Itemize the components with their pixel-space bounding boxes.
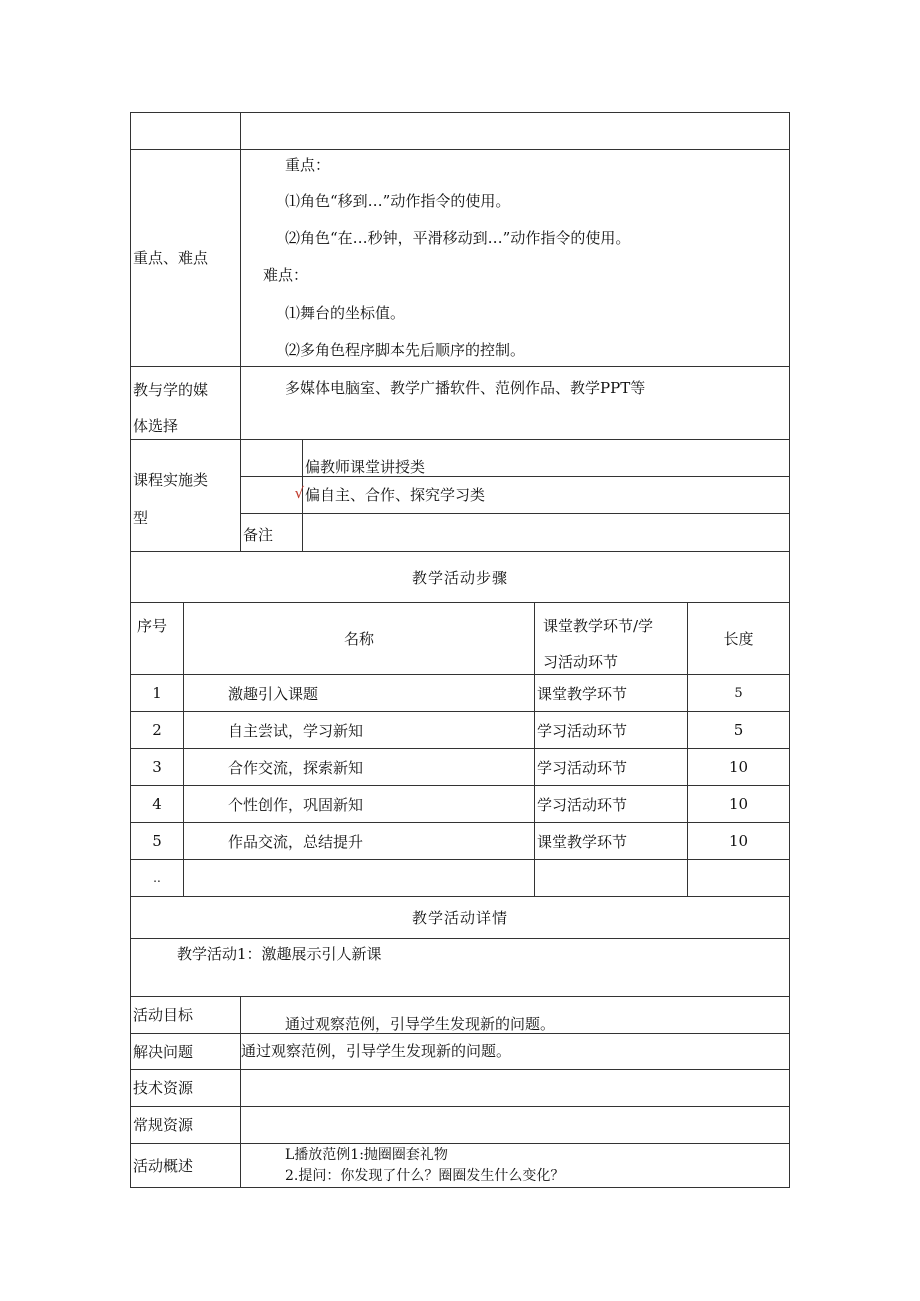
table-row <box>130 860 790 897</box>
row-length <box>688 860 789 896</box>
media-label <box>131 367 241 439</box>
overview-label: 活动概述 <box>131 1144 241 1187</box>
row-length: 10 <box>728 795 749 813</box>
course-type-option <box>241 440 789 477</box>
key-points-content <box>241 150 789 366</box>
row-name-cell <box>184 786 535 822</box>
problem-content <box>241 1034 789 1069</box>
row-index: 5 <box>131 823 184 859</box>
key-points-line: ⑴角色“移到…”动作指令的使用。 <box>285 192 511 210</box>
remark-value <box>303 514 789 551</box>
tech-label: 技术资源 <box>131 1070 241 1106</box>
table-row <box>130 675 790 712</box>
key-points-line: 重点： <box>285 156 331 174</box>
row-length: 5 <box>733 721 744 739</box>
option-mark-cell <box>241 477 303 513</box>
header-phase-line: 课堂教学环节/学 <box>543 617 654 635</box>
goal-content <box>241 997 789 1033</box>
check-mark-icon: √ <box>294 484 304 502</box>
overview-line: 2.提问：你发现了什么？圈圈发生什么变化？ <box>285 1168 565 1184</box>
media-text: 多媒体电脑室、教学广播软件、范例作品、教学PPT等 <box>285 379 646 397</box>
activity-title: 教学活动1：激趣展示引人新课 <box>177 945 382 963</box>
lesson-plan-table <box>130 112 790 1188</box>
course-type-options <box>241 440 789 551</box>
steps-header-row <box>130 603 790 675</box>
row-name <box>184 860 535 896</box>
course-type-label-line: 型 <box>133 509 149 527</box>
row-phase-cell <box>535 749 688 785</box>
row-name-cell <box>184 675 535 711</box>
goal-row <box>130 997 790 1034</box>
row-phase-cell <box>535 823 688 859</box>
overview-content <box>241 1144 789 1187</box>
row-length: 5 <box>734 685 743 701</box>
row-phase: 学习活动环节 <box>537 722 628 740</box>
table-row <box>130 823 790 860</box>
problem-label: 解决问题 <box>131 1034 241 1069</box>
media-row <box>130 367 790 440</box>
row-name-cell <box>184 823 535 859</box>
option-text: 偏教师课堂讲授类 <box>305 458 426 476</box>
header-name: 名称 <box>184 603 535 674</box>
key-points-line: ⑵角色“在…秒钟，平滑移动到…”动作指令的使用。 <box>285 229 631 247</box>
row-name: 合作交流，探索新知 <box>228 759 364 777</box>
key-points-label: 重点、难点 <box>131 150 241 366</box>
top-empty-row <box>130 112 790 150</box>
regular-row <box>130 1107 790 1144</box>
table-row <box>130 749 790 786</box>
option-mark-cell <box>241 440 303 476</box>
steps-title: 教学活动步骤 <box>130 552 790 603</box>
row-phase: 课堂教学环节 <box>537 833 628 851</box>
goal-label: 活动目标 <box>131 997 241 1033</box>
option-text: 偏自主、合作、探究学习类 <box>305 486 486 504</box>
row-name: 作品交流，总结提升 <box>228 833 364 851</box>
row-phase: 课堂教学环节 <box>537 685 628 703</box>
option-text-cell <box>303 477 789 513</box>
row-index: .. <box>131 860 184 896</box>
activity-title-row <box>130 939 790 997</box>
option-text-cell <box>303 440 789 476</box>
row-name-cell <box>184 712 535 748</box>
row-index: 2 <box>131 712 184 748</box>
tech-value <box>241 1070 789 1106</box>
row-phase: 学习活动环节 <box>537 759 628 777</box>
row-phase <box>535 860 688 896</box>
top-row-label <box>131 113 241 149</box>
row-name: 个性创作，巩固新知 <box>228 796 364 814</box>
table-row <box>130 786 790 823</box>
media-content <box>241 367 789 439</box>
remark-row <box>241 514 789 551</box>
course-type-label-line: 课程实施类 <box>133 471 209 489</box>
row-phase-cell <box>535 786 688 822</box>
header-index-cell <box>131 603 184 674</box>
table-row <box>130 712 790 749</box>
remark-label: 备注 <box>243 526 274 544</box>
course-type-label <box>131 440 241 551</box>
row-phase-cell <box>535 675 688 711</box>
header-phase-cell <box>535 603 688 674</box>
details-title: 教学活动详情 <box>130 897 790 939</box>
tech-row <box>130 1070 790 1107</box>
media-label-line: 体选择 <box>133 417 179 435</box>
goal-value: 通过观察范例，引导学生发现新的问题。 <box>285 1015 556 1033</box>
row-index: 3 <box>131 749 184 785</box>
problem-value: 通过观察范例，引导学生发现新的问题。 <box>241 1042 512 1060</box>
regular-value <box>241 1107 789 1143</box>
overview-row <box>130 1144 790 1188</box>
key-points-line: 难点： <box>263 266 309 284</box>
row-phase-cell <box>535 712 688 748</box>
key-points-row <box>130 150 790 367</box>
course-type-option <box>241 477 789 514</box>
remark-label-cell <box>241 514 303 551</box>
row-length: 10 <box>728 758 749 776</box>
row-length: 10 <box>728 832 749 850</box>
course-type-row <box>130 440 790 552</box>
row-phase: 学习活动环节 <box>537 796 628 814</box>
header-phase-line: 习活动环节 <box>543 653 619 671</box>
row-index: 4 <box>131 786 184 822</box>
header-index: 序号 <box>137 617 168 635</box>
row-index: 1 <box>131 675 184 711</box>
row-name: 自主尝试，学习新知 <box>228 722 364 740</box>
top-row-content <box>241 113 789 149</box>
regular-label: 常规资源 <box>131 1107 241 1143</box>
row-name-cell <box>184 749 535 785</box>
key-points-line: ⑴舞台的坐标值。 <box>285 304 406 322</box>
problem-row <box>130 1034 790 1070</box>
key-points-line: ⑵多角色程序脚本先后顺序的控制。 <box>285 341 526 359</box>
overview-line: L播放范例1:抛圈圈套礼物 <box>285 1147 448 1163</box>
row-name: 激趣引入课题 <box>228 685 319 703</box>
header-length: 长度 <box>723 630 754 648</box>
media-label-line: 教与学的媒 <box>133 381 209 399</box>
